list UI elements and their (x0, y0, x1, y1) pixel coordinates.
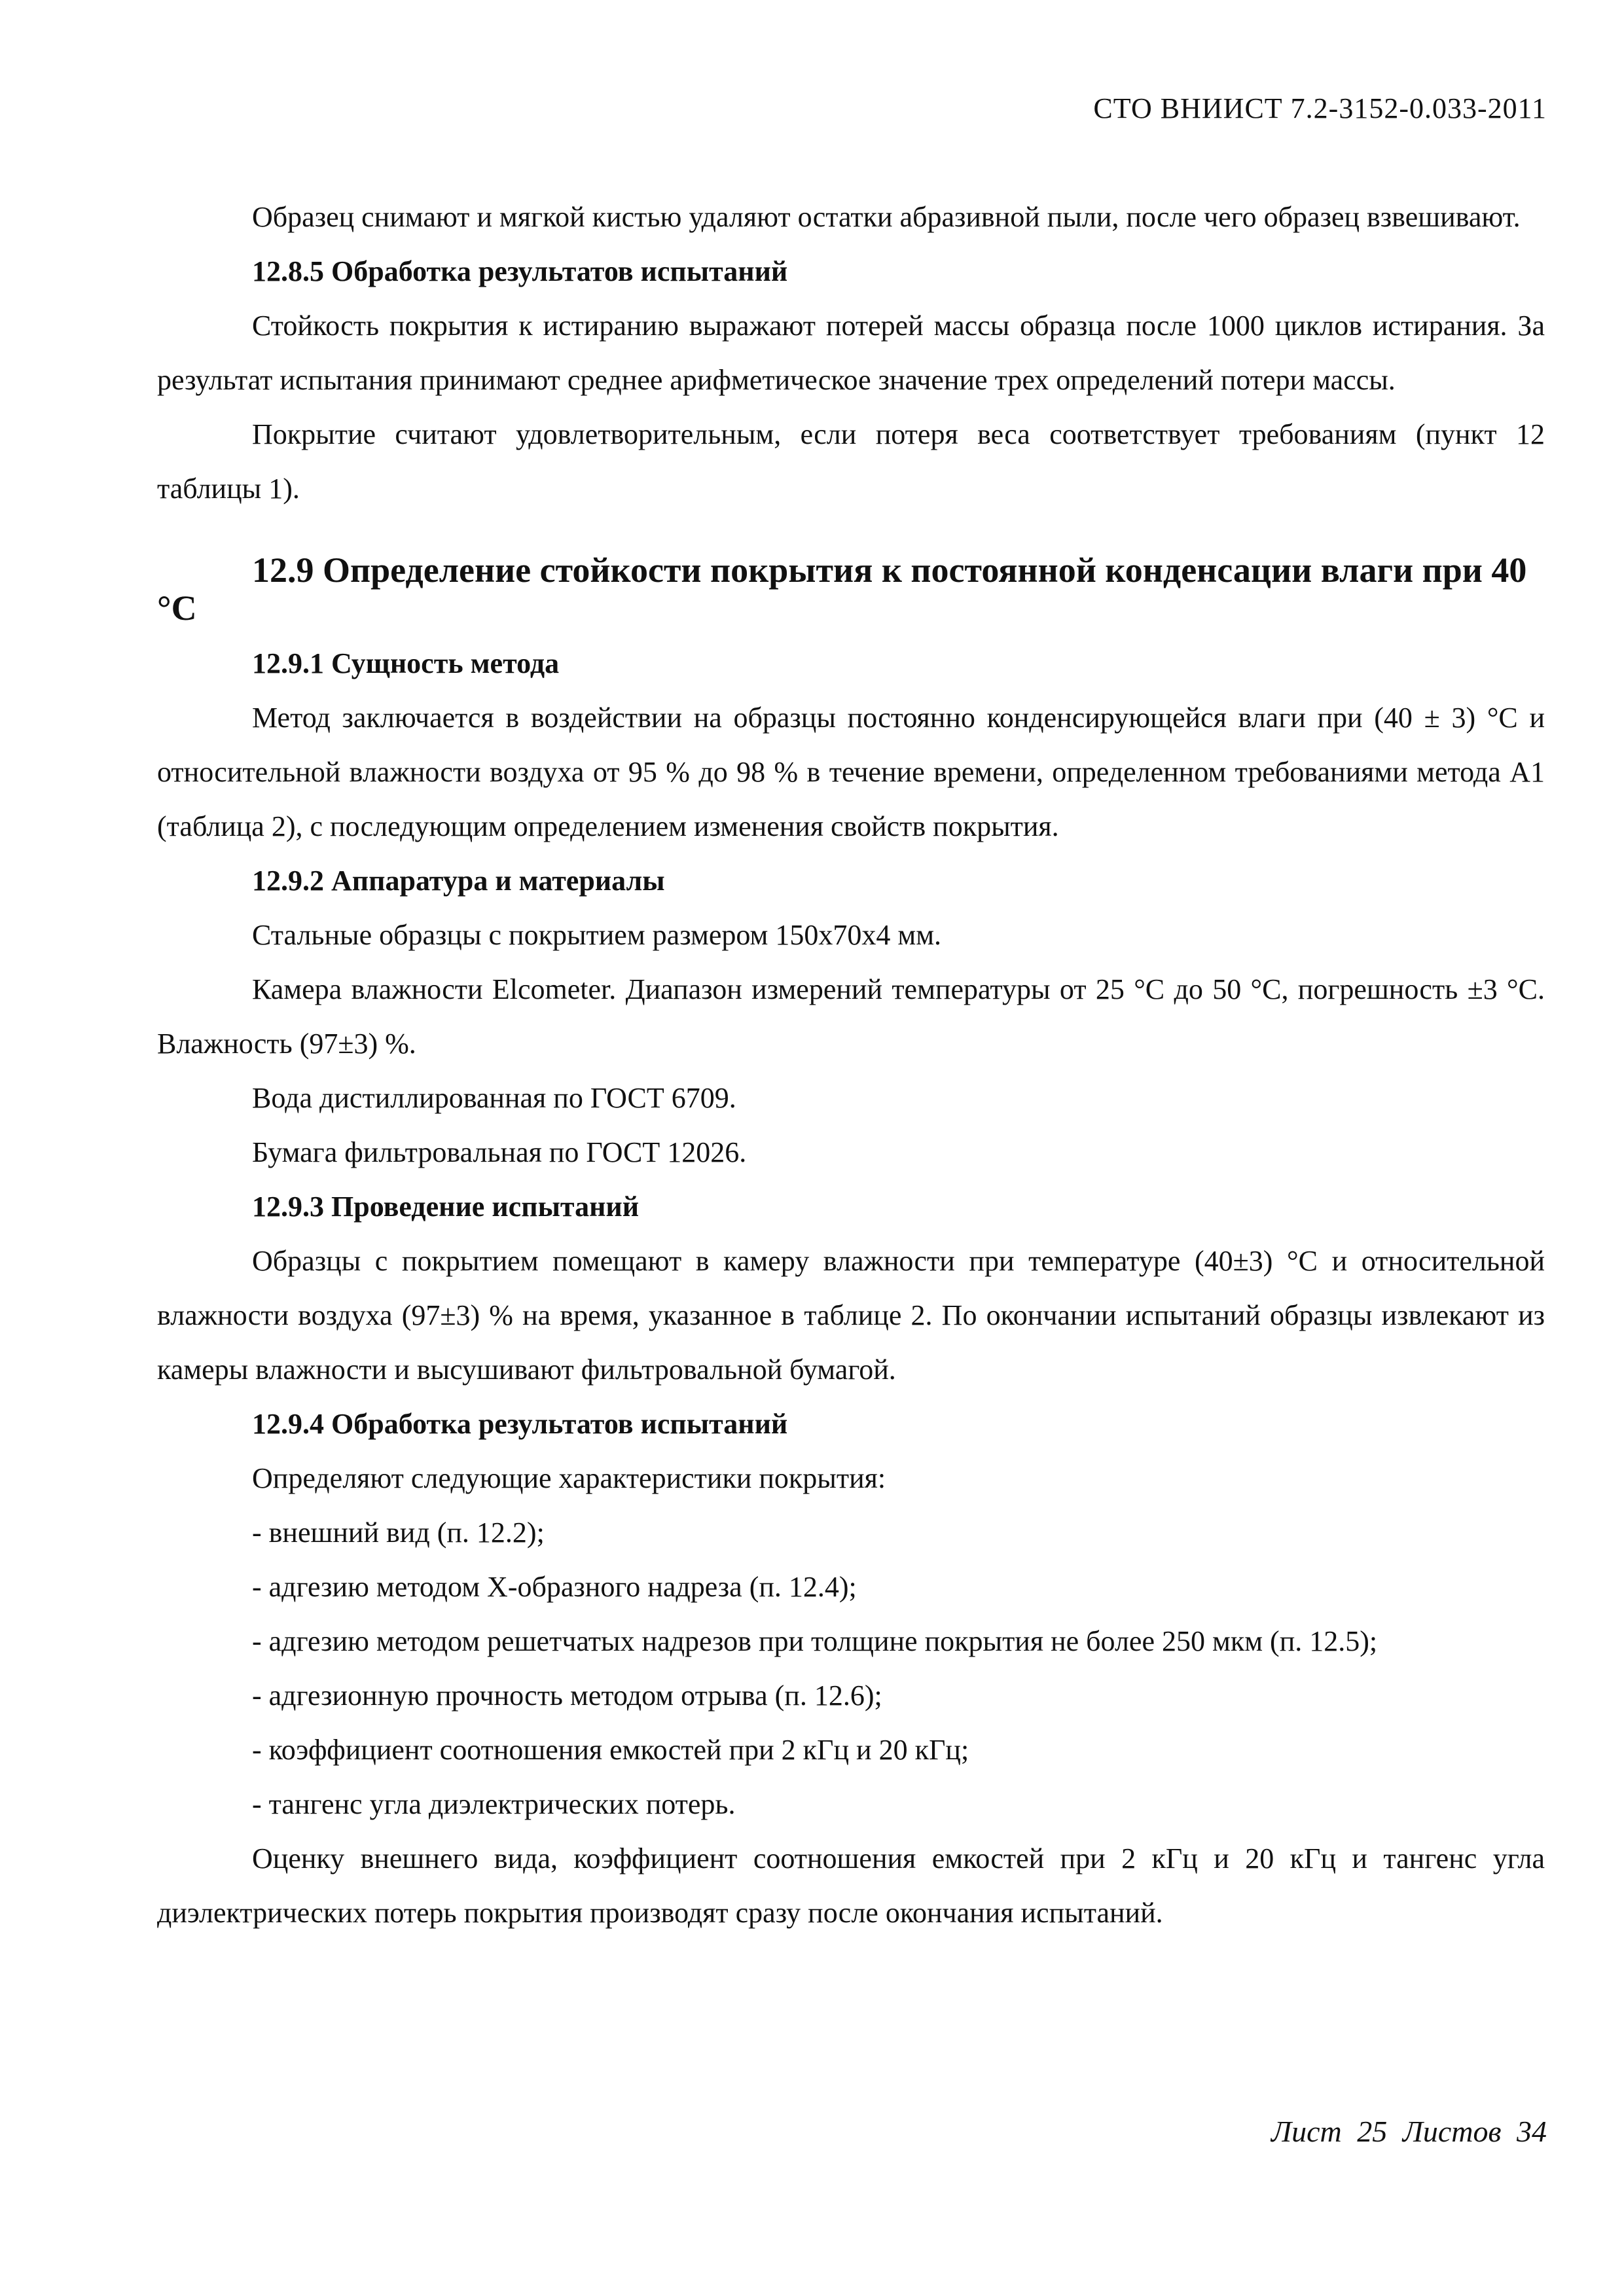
sheet-number (1271, 2114, 1547, 2149)
subsection-heading: 12.8.5 Обработка результатов испытаний (252, 255, 788, 287)
paragraph: Камера влажности Elcometer. Диапазон измерений температуры от 25 °С до 50 °С, погрешность ±3 °С. Влажность (97±3) %. (157, 973, 1545, 1060)
list-item: - адгезию методом Х-образного надреза (п. 12.4); (252, 1571, 857, 1603)
paragraph: Покрытие считают удовлетворительным, если потеря веса соответствует требованиям (пункт 12 таблицы 1). (157, 418, 1545, 505)
paragraph: Стойкость покрытия к истиранию выражают потерей массы образца после 1000 циклов истирания. За результат испытания принимают среднее арифметическое значение трех определений потери массы. (157, 310, 1545, 396)
paragraph: Определяют следующие характеристики покрытия: (252, 1462, 886, 1494)
list-item: - коэффициент соотношения емкостей при 2 кГц и 20 кГц; (252, 1734, 969, 1766)
paragraph: Образцы с покрытием помещают в камеру влажности при температуре (40±3) °С и относительной влажности воздуха (97±3) % на время, указанное в таблице 2. По окончании испытаний образцы извлекают из камеры влажности и высушивают фильтровальной бумагой. (157, 1245, 1545, 1386)
subsection-heading: 12.9.2 Аппаратура и материалы (252, 865, 665, 897)
subsection-heading: 12.9.1 Сущность метода (252, 647, 560, 679)
paragraph: Бумага фильтровальная по ГОСТ 12026. (252, 1136, 747, 1168)
paragraph: Оценку внешнего вида, коэффициент соотношения емкостей при 2 кГц и 20 кГц и тангенс угла диэлектрических потерь покрытия производят сразу после окончания испытаний. (157, 1842, 1545, 1929)
document-code: СТО ВНИИСТ 7.2-3152-0.033-2011 (1093, 92, 1547, 124)
section-heading: 12.9 Определение стойкости покрытия к постоянной конденсации влаги при 40 °С (157, 550, 1527, 628)
list-item: - адгезию методом решетчатых надрезов при толщине покрытия не более 250 мкм (п. 12.5); (252, 1625, 1378, 1657)
sheet-total: Листов 34 (1402, 2115, 1547, 2148)
paragraph: Стальные образцы с покрытием размером 150х70х4 мм. (252, 919, 942, 951)
document-body (157, 190, 1545, 1940)
paragraph: Метод заключается в воздействии на образцы постоянно конденсирующейся влаги при (40 ± 3) °С и относительной влажности воздуха от 95 % до 98 % в течение времени, определенном требованиями метода А1 (таблица 2), с последующим определением изменения свойств покрытия. (157, 702, 1545, 842)
sheet-current: Лист 25 (1271, 2115, 1388, 2148)
paragraph: Образец снимают и мягкой кистью удаляют остатки абразивной пыли, после чего образец взвешивают. (252, 201, 1521, 233)
subsection-heading: 12.9.3 Проведение испытаний (252, 1191, 640, 1223)
paragraph: Вода дистиллированная по ГОСТ 6709. (252, 1082, 736, 1114)
subsection-heading: 12.9.4 Обработка результатов испытаний (252, 1408, 788, 1440)
list-item: - внешний вид (п. 12.2); (252, 1516, 545, 1549)
list-item: - адгезионную прочность методом отрыва (п. 12.6); (252, 1679, 882, 1712)
list-item: - тангенс угла диэлектрических потерь. (252, 1788, 736, 1820)
